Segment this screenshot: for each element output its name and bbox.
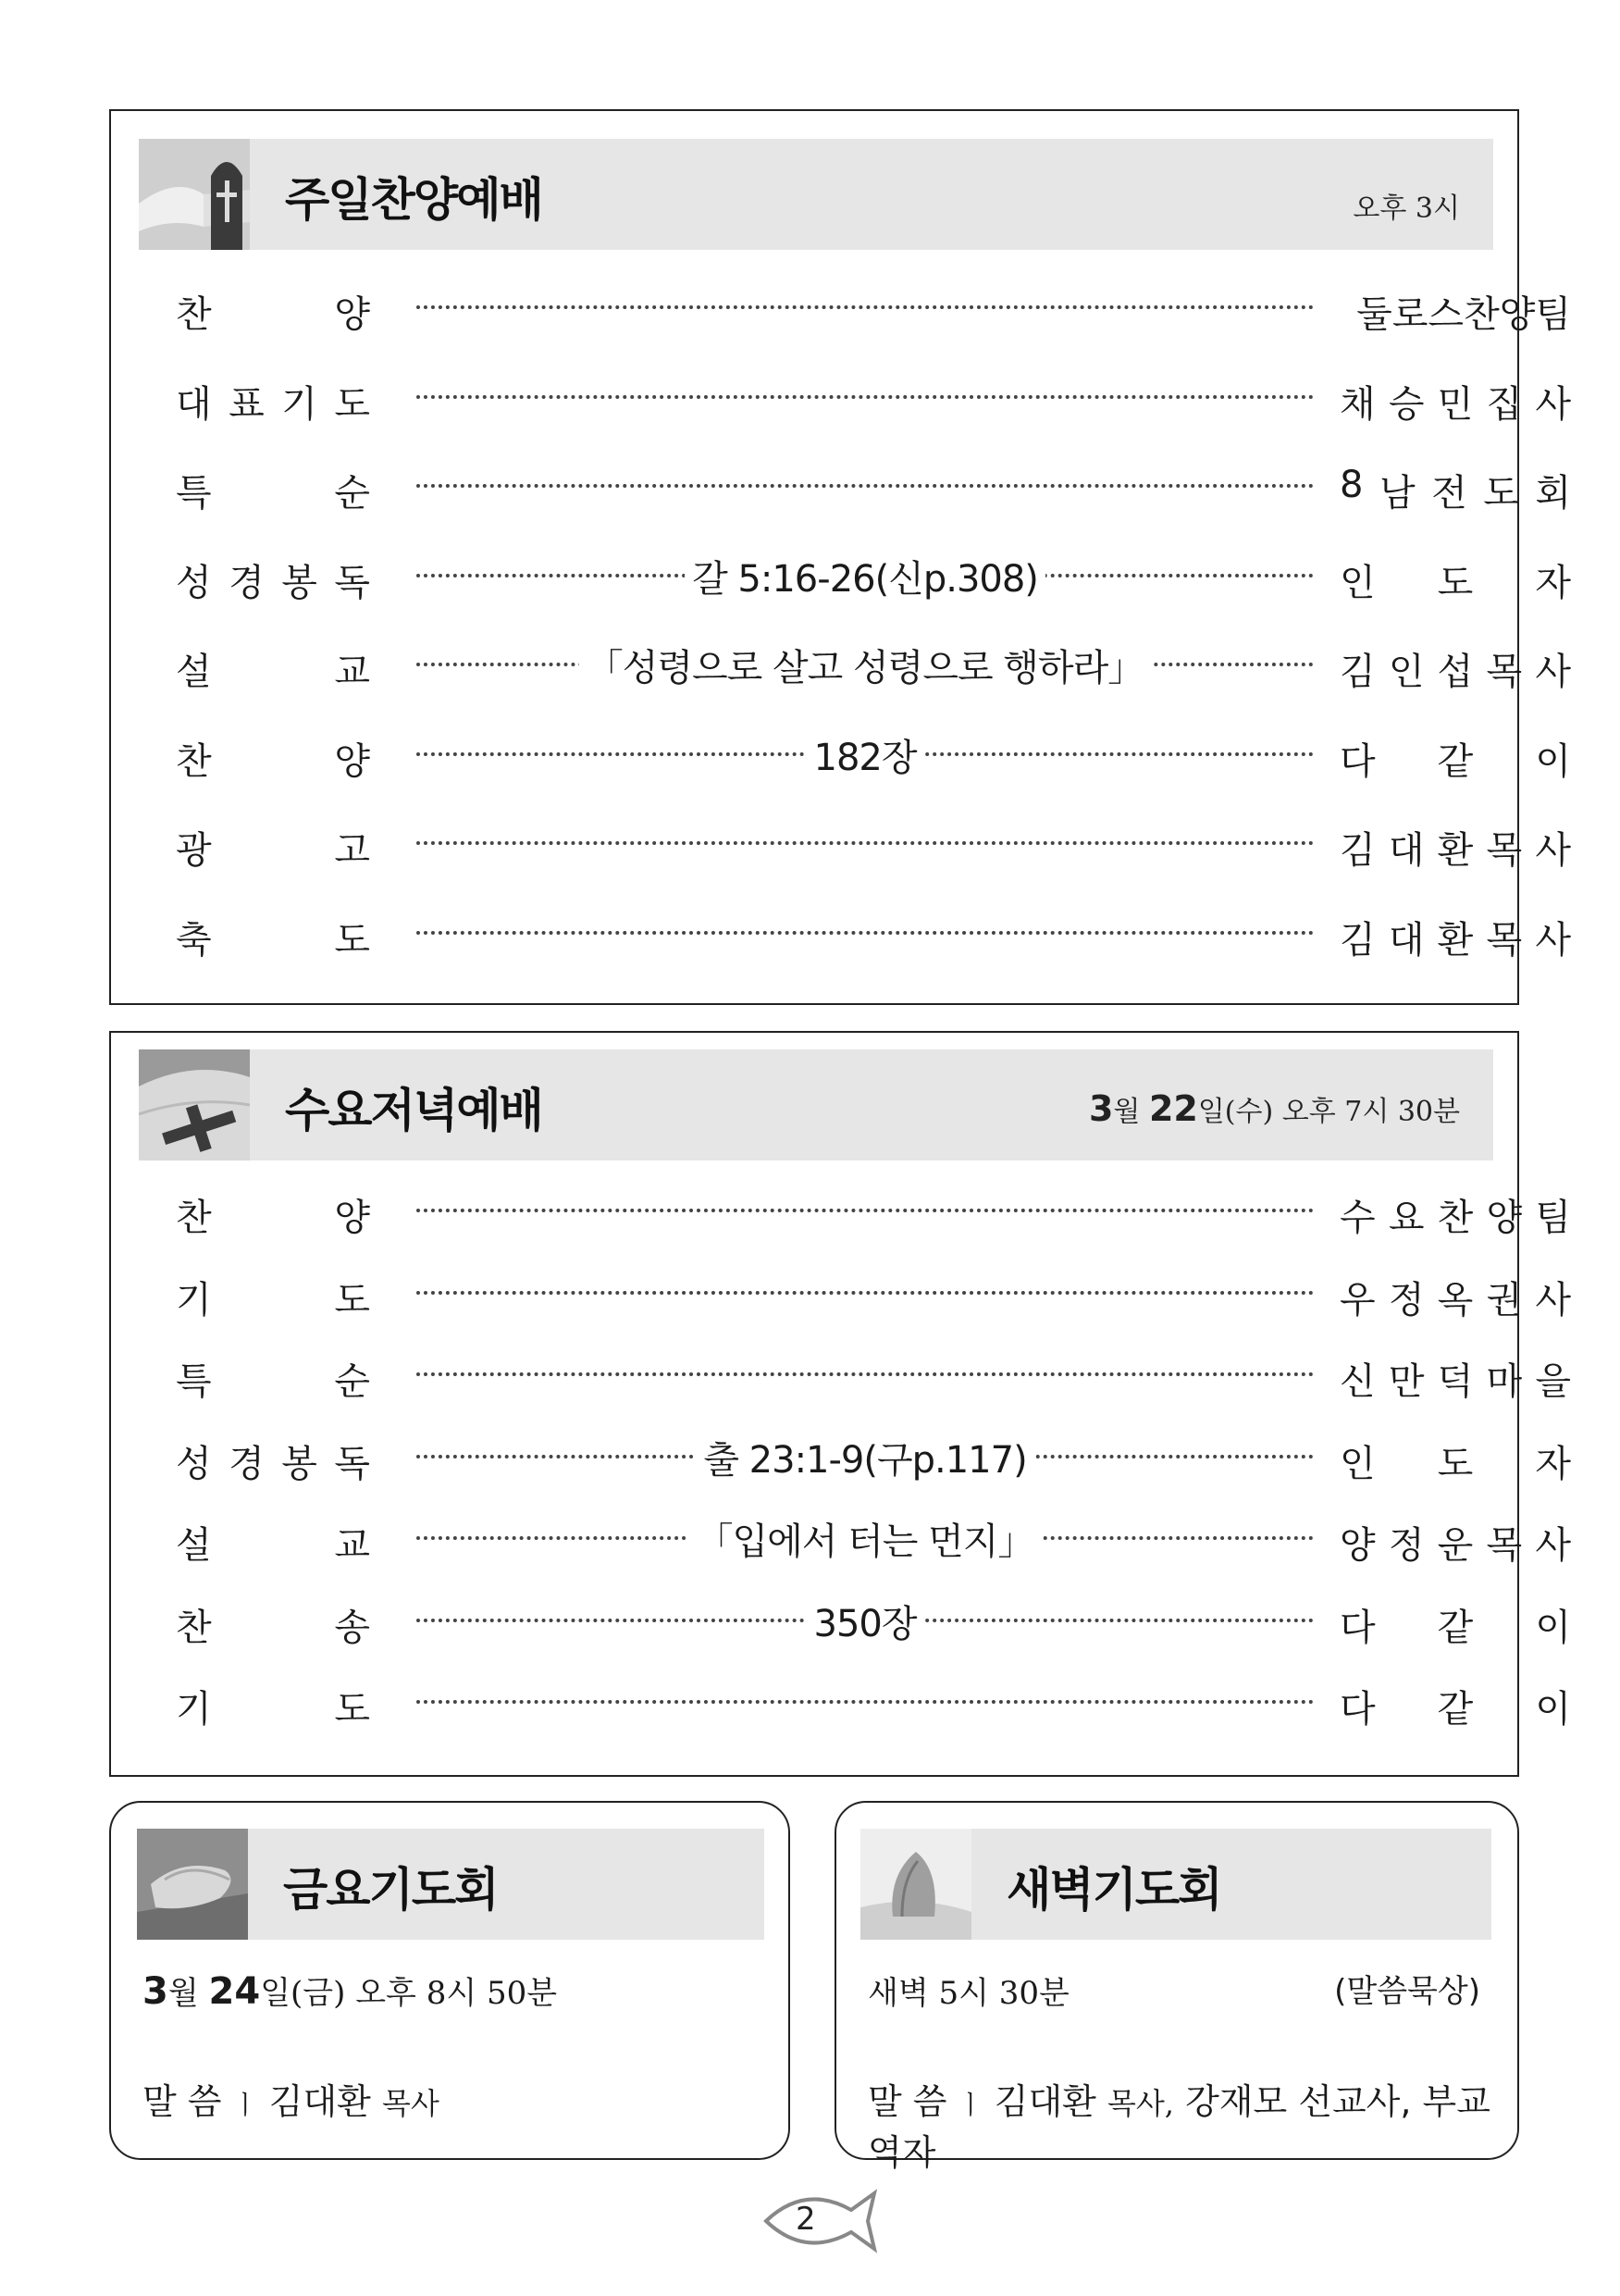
order-person: [1340, 1680, 1571, 1732]
wednesday-header: [139, 1049, 1493, 1160]
order-role: [176, 732, 370, 785]
order-person: [1340, 1271, 1571, 1323]
order-role: [176, 821, 370, 874]
person-char: 회: [1535, 472, 1571, 515]
person-char: 을: [1535, 1360, 1571, 1403]
order-row: [111, 728, 1571, 784]
person-char: 사: [1535, 382, 1571, 426]
role-char: 교: [334, 1524, 370, 1567]
order-role: [176, 911, 370, 963]
role-char: 양: [334, 293, 370, 336]
order-content: [416, 1595, 1314, 1647]
wednesday-time: 3월 22일(수) 오후 7시 30분: [1088, 1088, 1460, 1129]
praying-hands-image: [137, 1829, 248, 1940]
person-char: 도: [1483, 472, 1519, 515]
person-char: 다: [1340, 1688, 1376, 1731]
person-char: 목: [1486, 829, 1523, 872]
role-char: 독: [334, 1442, 370, 1485]
order-person: [1340, 911, 1571, 963]
order-person: [1340, 553, 1571, 606]
person-char: 도: [1437, 561, 1474, 604]
role-char: 송: [334, 1606, 370, 1649]
person-char: 찬: [1437, 1197, 1474, 1239]
role-char: 성: [176, 561, 212, 604]
dotted-leader: [416, 1209, 1314, 1212]
role-char: 찬: [176, 739, 212, 783]
friday-prayer-box: [109, 1801, 790, 2160]
person-char: 김: [1340, 918, 1376, 962]
order-content-text: 갈 5:16-26(신p.308): [685, 558, 1045, 601]
role-char: 도: [334, 1278, 370, 1322]
person-char: 같: [1437, 739, 1474, 783]
friday-title: 금요기도회: [283, 1863, 498, 1917]
wednesday-title: 수요저녁예배: [285, 1084, 542, 1137]
person-char: 8: [1340, 464, 1364, 506]
order-person: [1340, 1516, 1571, 1569]
dotted-leader: [416, 931, 1314, 935]
role-char: 봉: [281, 561, 317, 604]
dawn-note: (말씀묵상): [1334, 1973, 1480, 2010]
order-person: [1340, 732, 1571, 785]
person-char: 신: [1340, 1360, 1376, 1403]
person-char: 환: [1437, 829, 1474, 872]
cross-bible-image: [139, 1049, 250, 1160]
order-content-text: 「입에서 터는 먼지」: [689, 1520, 1042, 1563]
dotted-leader: [416, 1700, 1314, 1704]
order-row: [111, 1595, 1571, 1650]
friday-time: 3월 24일(금) 오후 8시 50분: [142, 1970, 558, 2013]
person-char: 전: [1431, 472, 1467, 515]
person-char: 같: [1437, 1606, 1474, 1649]
role-char: 도: [334, 1688, 370, 1731]
person-char: 민: [1437, 382, 1474, 426]
person-char: 김: [1340, 651, 1376, 693]
role-char: 찬: [176, 1606, 212, 1649]
order-content: [416, 1431, 1314, 1483]
person-char: 수: [1340, 1197, 1376, 1239]
order-person: [1340, 1434, 1571, 1487]
role-char: 특: [176, 1360, 212, 1403]
person-char: 대: [1388, 829, 1425, 872]
order-row: [111, 1267, 1571, 1322]
dotted-leader: [416, 484, 1314, 488]
person-char: 다: [1340, 739, 1376, 783]
order-content: [416, 728, 1314, 781]
order-person: [1340, 1352, 1571, 1405]
order-role: [176, 1271, 370, 1323]
order-content: [416, 639, 1314, 691]
role-char: 고: [334, 829, 370, 872]
role-char: 찬: [176, 293, 212, 336]
person-char: 사: [1535, 918, 1571, 962]
sunday-header: [139, 139, 1493, 250]
dotted-leader: [416, 305, 1314, 309]
person-char: 정: [1388, 1278, 1425, 1322]
person-char: 자: [1535, 1442, 1571, 1485]
person-char: 양: [1486, 1197, 1523, 1239]
role-char: 표: [229, 382, 265, 426]
dotted-leader: [416, 395, 1314, 399]
role-char: 경: [229, 1442, 265, 1485]
person-char: 사: [1535, 651, 1571, 693]
order-role: [176, 285, 370, 338]
person-char: 사: [1535, 1278, 1571, 1322]
order-content-text: 출 23:1-9(구p.117): [696, 1439, 1033, 1482]
order-row: [111, 281, 1571, 337]
role-char: 축: [176, 918, 212, 962]
person-char: 팀: [1535, 1197, 1571, 1239]
order-role: [176, 1352, 370, 1405]
role-char: 광: [176, 829, 212, 872]
person-char: 대: [1388, 918, 1425, 962]
person-char: 환: [1437, 918, 1474, 962]
sunday-service-box: [109, 109, 1571, 1005]
person-char: 남: [1379, 472, 1416, 515]
role-char: 기: [176, 1278, 212, 1322]
role-char: 성: [176, 1442, 212, 1485]
sunday-title: 주일찬양예배: [285, 173, 542, 227]
role-char: 순: [334, 472, 370, 515]
person-char: 인: [1340, 561, 1376, 604]
order-role: [176, 1188, 370, 1241]
bible-window-image: [139, 139, 250, 250]
order-row: [111, 1676, 1571, 1731]
person-char: 옥: [1437, 1278, 1474, 1322]
dotted-leader: [416, 1291, 1314, 1295]
wednesday-service-box: [109, 1031, 1571, 1777]
praying-hands-image: [860, 1829, 971, 1940]
order-row: [111, 907, 1571, 962]
order-row: [111, 1348, 1571, 1404]
role-char: 양: [334, 739, 370, 783]
page-number-fish: [759, 2184, 879, 2258]
person-char: 이: [1535, 1688, 1571, 1731]
person-char: 섭: [1437, 651, 1474, 693]
role-char: 기: [176, 1688, 212, 1731]
person-char: 양: [1340, 1524, 1376, 1567]
dawn-preacher: 말 씀 ㅣ 김대환 목사, 강재모 선교사, 부교역자: [868, 2081, 1490, 2173]
person-char: 목: [1486, 1524, 1523, 1567]
order-role: [176, 464, 370, 516]
fish-icon: [759, 2184, 879, 2258]
person-char: 같: [1437, 1688, 1474, 1731]
person-char: 채: [1340, 382, 1376, 426]
dawn-header: [860, 1829, 1491, 1940]
person-char: 이: [1535, 1606, 1571, 1649]
person-char: 덕: [1437, 1360, 1474, 1403]
role-char: 도: [334, 918, 370, 962]
order-person: [1340, 464, 1571, 516]
order-role: [176, 375, 370, 428]
person-char: 도: [1437, 1442, 1474, 1485]
person-char: 운: [1437, 1524, 1474, 1567]
order-row: [111, 1185, 1571, 1240]
order-content-text: 「성령으로 살고 성령으로 행하라」: [579, 647, 1151, 689]
person-char: 사: [1535, 829, 1571, 872]
dotted-leader: [416, 841, 1314, 845]
role-char: 순: [334, 1360, 370, 1403]
order-row: [111, 460, 1571, 515]
dawn-prayer-box: [835, 1801, 1519, 2173]
order-row: [111, 817, 1571, 873]
page-number: 2: [796, 2201, 816, 2238]
person-char: 승: [1388, 382, 1425, 426]
person-char: 권: [1486, 1278, 1523, 1322]
person-char: 정: [1388, 1524, 1425, 1567]
role-char: 교: [334, 651, 370, 693]
person-char: 다: [1340, 1606, 1376, 1649]
role-char: 설: [176, 1524, 212, 1567]
person-char: 마: [1486, 1360, 1523, 1403]
order-row: [111, 550, 1571, 605]
person-char: 김: [1340, 829, 1376, 872]
order-row: [111, 371, 1571, 427]
role-char: 봉: [281, 1442, 317, 1485]
dawn-title: 새벽기도회: [1007, 1863, 1221, 1917]
order-row: [111, 1431, 1571, 1486]
order-content-text: 182장: [807, 737, 924, 779]
role-char: 양: [334, 1197, 370, 1239]
role-char: 대: [176, 382, 212, 426]
person-char: 우: [1340, 1278, 1376, 1322]
person-char: 자: [1535, 561, 1571, 604]
role-char: 도: [334, 382, 370, 426]
friday-header: [137, 1829, 764, 1940]
role-char: 경: [229, 561, 265, 604]
person-char: 인: [1388, 651, 1425, 693]
order-person: [1340, 821, 1571, 874]
role-char: 독: [334, 561, 370, 604]
role-char: 기: [281, 382, 317, 426]
order-content: [416, 1512, 1314, 1565]
order-person: [1340, 1188, 1571, 1241]
person-char: 이: [1535, 739, 1571, 783]
person-char: 요: [1388, 1197, 1425, 1239]
person-char: 사: [1535, 1524, 1571, 1567]
person-char: 만: [1388, 1360, 1425, 1403]
person-char: 인: [1340, 1442, 1376, 1485]
order-person: [1340, 1598, 1571, 1651]
person-char: 목: [1486, 918, 1523, 962]
sunday-time: 오후 3시: [1353, 192, 1460, 225]
order-role: [176, 1680, 370, 1732]
role-char: 특: [176, 472, 212, 515]
order-person: [1340, 285, 1571, 338]
dawn-time: 새벽 5시 30분: [868, 1975, 1070, 2012]
order-role: [176, 1516, 370, 1569]
friday-preacher: 말 씀 ㅣ 김대환 목사: [142, 2081, 439, 2122]
order-row: [111, 639, 1571, 694]
dotted-leader: [416, 1372, 1314, 1376]
order-content: [416, 550, 1314, 602]
order-row: [111, 1512, 1571, 1568]
order-person: [1340, 642, 1571, 695]
order-role: [176, 553, 370, 606]
person-char: 집: [1486, 382, 1523, 426]
order-role: [176, 1434, 370, 1487]
order-content-text: 350장: [807, 1603, 924, 1645]
person-char: 둘로스찬양팀: [1356, 293, 1571, 336]
person-char: 목: [1486, 651, 1523, 693]
role-char: 설: [176, 651, 212, 693]
order-role: [176, 1598, 370, 1651]
order-person: [1340, 375, 1571, 428]
role-char: 찬: [176, 1197, 212, 1239]
order-role: [176, 642, 370, 695]
